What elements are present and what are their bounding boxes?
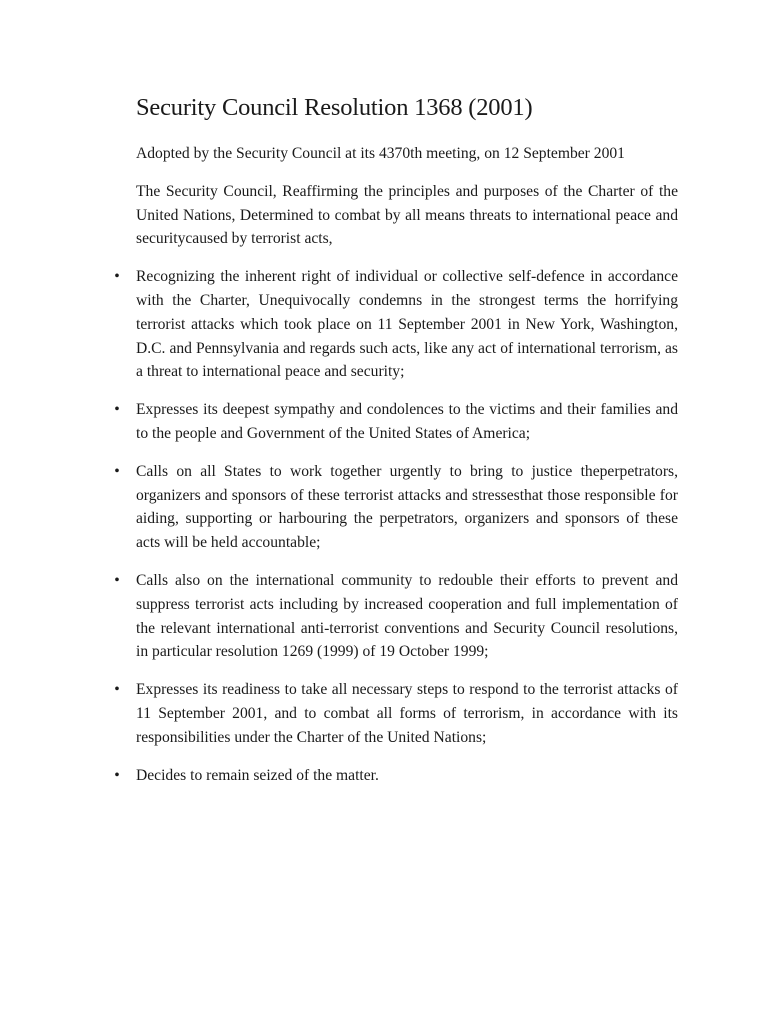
preamble-paragraph: The Security Council, Reaffirming the principles and purposes of the Charter of the United Nations, Determined to combat by all means threats to international peace and securitycaused by terrorist acts, [136, 182, 678, 248]
bullet-icon: • [114, 462, 120, 480]
bullet-item-seized [114, 764, 678, 788]
bullet-item-cooperation [114, 569, 678, 664]
bullet-text: Calls also on the international community to redouble their efforts to prevent and suppress terrorist acts including by increased cooperation and full implementation of the relevant international anti-terrorist conventions and Security Council resolutions, in particular resolution 1269 (1999) of 19 October 1999; [136, 571, 678, 661]
bullet-text: Expresses its deepest sympathy and condolences to the victims and their families and to the people and Government of the United States of America; [136, 401, 678, 442]
bullet-icon: • [114, 401, 120, 419]
bullet-icon: • [114, 766, 120, 784]
resolution-bullet-list [114, 265, 678, 787]
bullet-text: Decides to remain seized of the matter. [136, 766, 379, 784]
bullet-icon: • [114, 571, 120, 589]
bullet-text: Recognizing the inherent right of individual or collective self-defence in accordance with the Charter, Unequivocally condemns in the strongest terms the horrifying terrorist attacks which took place on 11 September 2001 in New York, Washington, D.C. and Pennsylvania and regards such acts, like any act of international terrorism, as a threat to international peace and security; [136, 268, 678, 381]
bullet-item-justice [114, 460, 678, 555]
bullet-icon: • [114, 268, 120, 286]
bullet-item-self-defence [114, 265, 678, 384]
document-title: Security Council Resolution 1368 (2001) [136, 94, 533, 121]
bullet-text: Calls on all States to work together urgently to bring to justice theperpetrators, organizers and sponsors of these terrorist attacks and stressesthat those responsible for aiding, supporting or harbouring the perpetrators, organizers and sponsors of these acts will be held accountable; [136, 462, 678, 552]
bullet-item-readiness [114, 678, 678, 749]
bullet-icon: • [114, 681, 120, 699]
bullet-item-sympathy [114, 398, 678, 446]
bullet-text: Expresses its readiness to take all necessary steps to respond to the terrorist attacks of 11 September 2001, and to combat all forms of terrorism, in accordance with its responsibilities under the Charter of the United Nations; [136, 681, 678, 746]
adoption-statement: Adopted by the Security Council at its 4370th meeting, on 12 September 2001 [136, 145, 625, 162]
